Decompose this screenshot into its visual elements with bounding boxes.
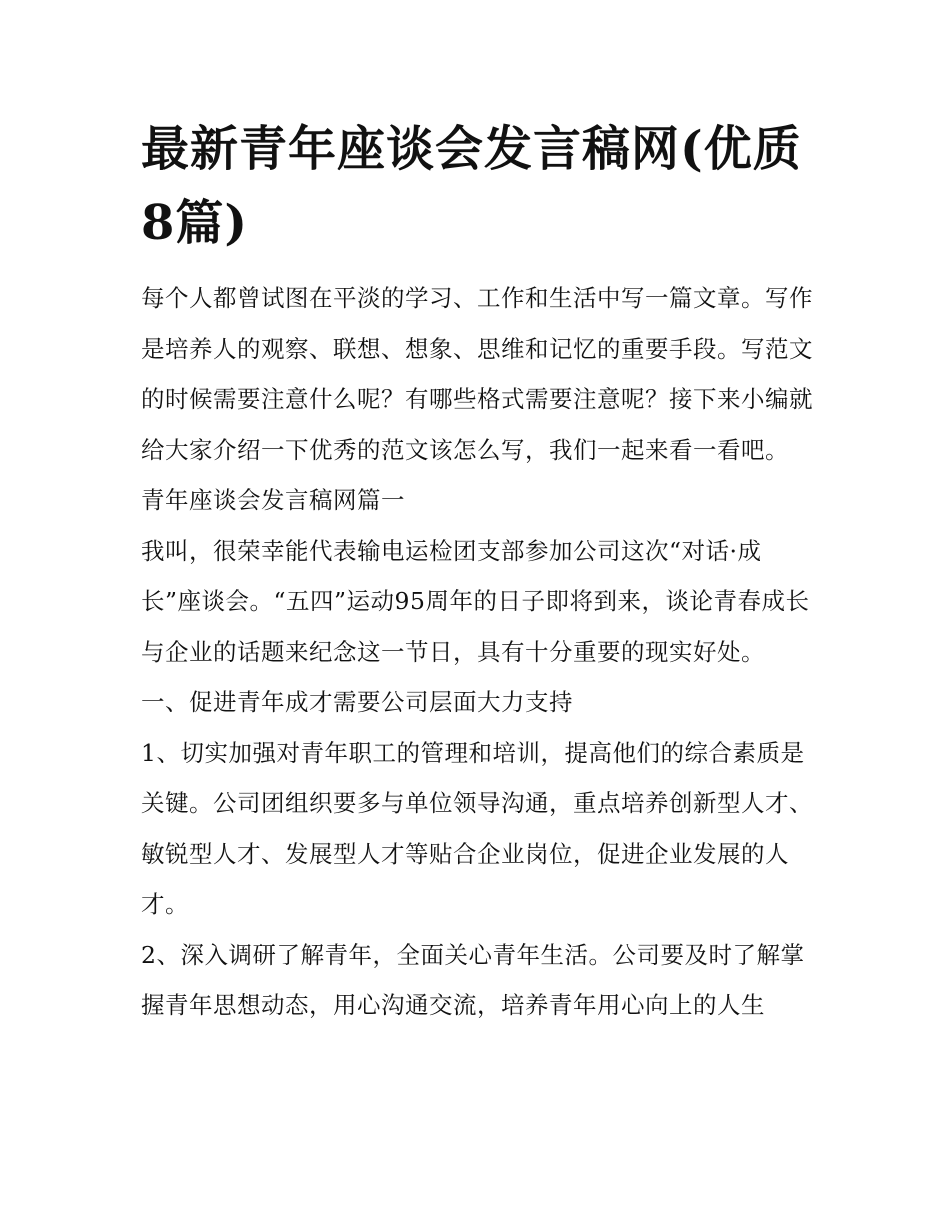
section-heading-1: 青年座谈会发言稿网篇一 [141,486,405,514]
subsection-heading: 一、促进青年成才需要公司层面大力支持 [141,688,573,716]
list-item-1: 1、切实加强对青年职工的管理和培训，提高他们的综合素质是关键。公司团组织要多与单位领导沟通，重点培养创新型人才、敏锐型人才、发展型人才等贴合企业岗位，促进企业发展的人才。 [141,738,813,918]
body-paragraph: 我叫，很荣幸能代表输电运检团支部参加公司这次“对话·成长”座谈会。“五四”运动95周年的日子即将到来，谈论青春成长与企业的话题来纪念这一节日，具有十分重要的现实好处。 [141,536,810,666]
list-item-2: 2、深入调研了解青年，全面关心青年生活。公司要及时了解掌握青年思想动态，用心沟通交流，培养青年用心向上的人生 [141,940,805,1019]
intro-paragraph: 每个人都曾试图在平淡的学习、工作和生活中写一篇文章。写作是培养人的观察、联想、想象、思维和记忆的重要手段。写范文的时候需要注意什么呢？有哪些格式需要注意呢？接下来小编就给大家介绍一下优秀的范文该怎么写，我们一起来看一看吧。 [141,284,813,464]
document-title: 最新青年座谈会发言稿网(优质8篇) [141,121,802,251]
document-page [141,112,813,1031]
